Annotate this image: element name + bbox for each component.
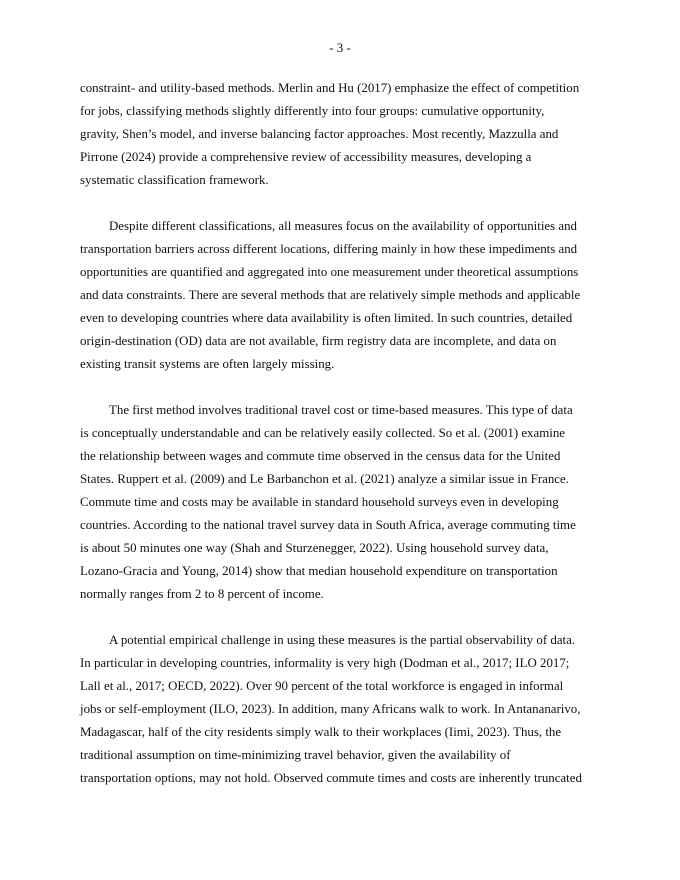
text-line: Pirrone (2024) provide a comprehensive review of accessibility measures, developing a xyxy=(80,150,532,164)
text-line: countries. According to the national travel survey data in South Africa, average commuting time xyxy=(80,518,576,532)
text-line: the relationship between wages and commute time observed in the census data for the United xyxy=(80,449,561,463)
text-line: Despite different classifications, all measures focus on the availability of opportunities and xyxy=(109,219,577,233)
page-number: - 3 - xyxy=(329,40,351,55)
paragraph-3 xyxy=(80,399,600,606)
text-line: jobs or self-employment (ILO, 2023). In addition, many Africans walk to work. In Antananarivo, xyxy=(80,702,581,716)
text-line: and data constraints. There are several methods that are relatively simple methods and applicable xyxy=(80,288,581,302)
text-line: In particular in developing countries, informality is very high (Dodman et al., 2017; ILO 2017; xyxy=(80,656,570,670)
text-line: origin-destination (OD) data are not available, firm registry data are incomplete, and data on xyxy=(80,334,557,348)
text-line: is about 50 minutes one way (Shah and Sturzenegger, 2022). Using household survey data, xyxy=(80,541,549,555)
paragraph-2 xyxy=(80,215,600,376)
text-line: opportunities are quantified and aggregated into one measurement under theoretical assumptions xyxy=(80,265,579,279)
text-line: existing transit systems are often largely missing. xyxy=(80,357,335,371)
text-line: Commute time and costs may be available in standard household surveys even in developing xyxy=(80,495,559,509)
text-line: for jobs, classifying methods slightly differently into four groups: cumulative opportunity, xyxy=(80,104,545,118)
text-line: States. Ruppert et al. (2009) and Le Barbanchon et al. (2021) analyze a similar issue in France. xyxy=(80,472,569,486)
text-line: systematic classification framework. xyxy=(80,173,269,187)
text-line: even to developing countries where data availability is often limited. In such countries, detailed xyxy=(80,311,573,325)
text-line: Lozano-Gracia and Young, 2014) show that median household expenditure on transportation xyxy=(80,564,558,578)
text-line: Madagascar, half of the city residents simply walk to their workplaces (Iimi, 2023). Thus, the xyxy=(80,725,562,739)
text-line: traditional assumption on time-minimizing travel behavior, given the availability of xyxy=(80,748,511,762)
text-line: Lall et al., 2017; OECD, 2022). Over 90 percent of the total workforce is engaged in informal xyxy=(80,679,564,693)
body-text xyxy=(80,77,600,813)
text-line: transportation barriers across different locations, differing mainly in how these impediments and xyxy=(80,242,578,256)
paragraph-1 xyxy=(80,77,600,192)
text-line: constraint- and utility-based methods. Merlin and Hu (2017) emphasize the effect of competition xyxy=(80,81,580,95)
paragraph-4 xyxy=(80,629,600,790)
text-line: A potential empirical challenge in using these measures is the partial observability of data. xyxy=(109,633,576,647)
text-line: The first method involves traditional travel cost or time-based measures. This type of data xyxy=(109,403,573,417)
text-line: is conceptually understandable and can be relatively easily collected. So et al. (2001) examine xyxy=(80,426,566,440)
text-line: gravity, Shen’s model, and inverse balancing factor approaches. Most recently, Mazzulla and xyxy=(80,127,559,141)
text-line: transportation options, may not hold. Observed commute times and costs are inherently truncated xyxy=(80,771,582,785)
text-line: normally ranges from 2 to 8 percent of income. xyxy=(80,587,324,601)
